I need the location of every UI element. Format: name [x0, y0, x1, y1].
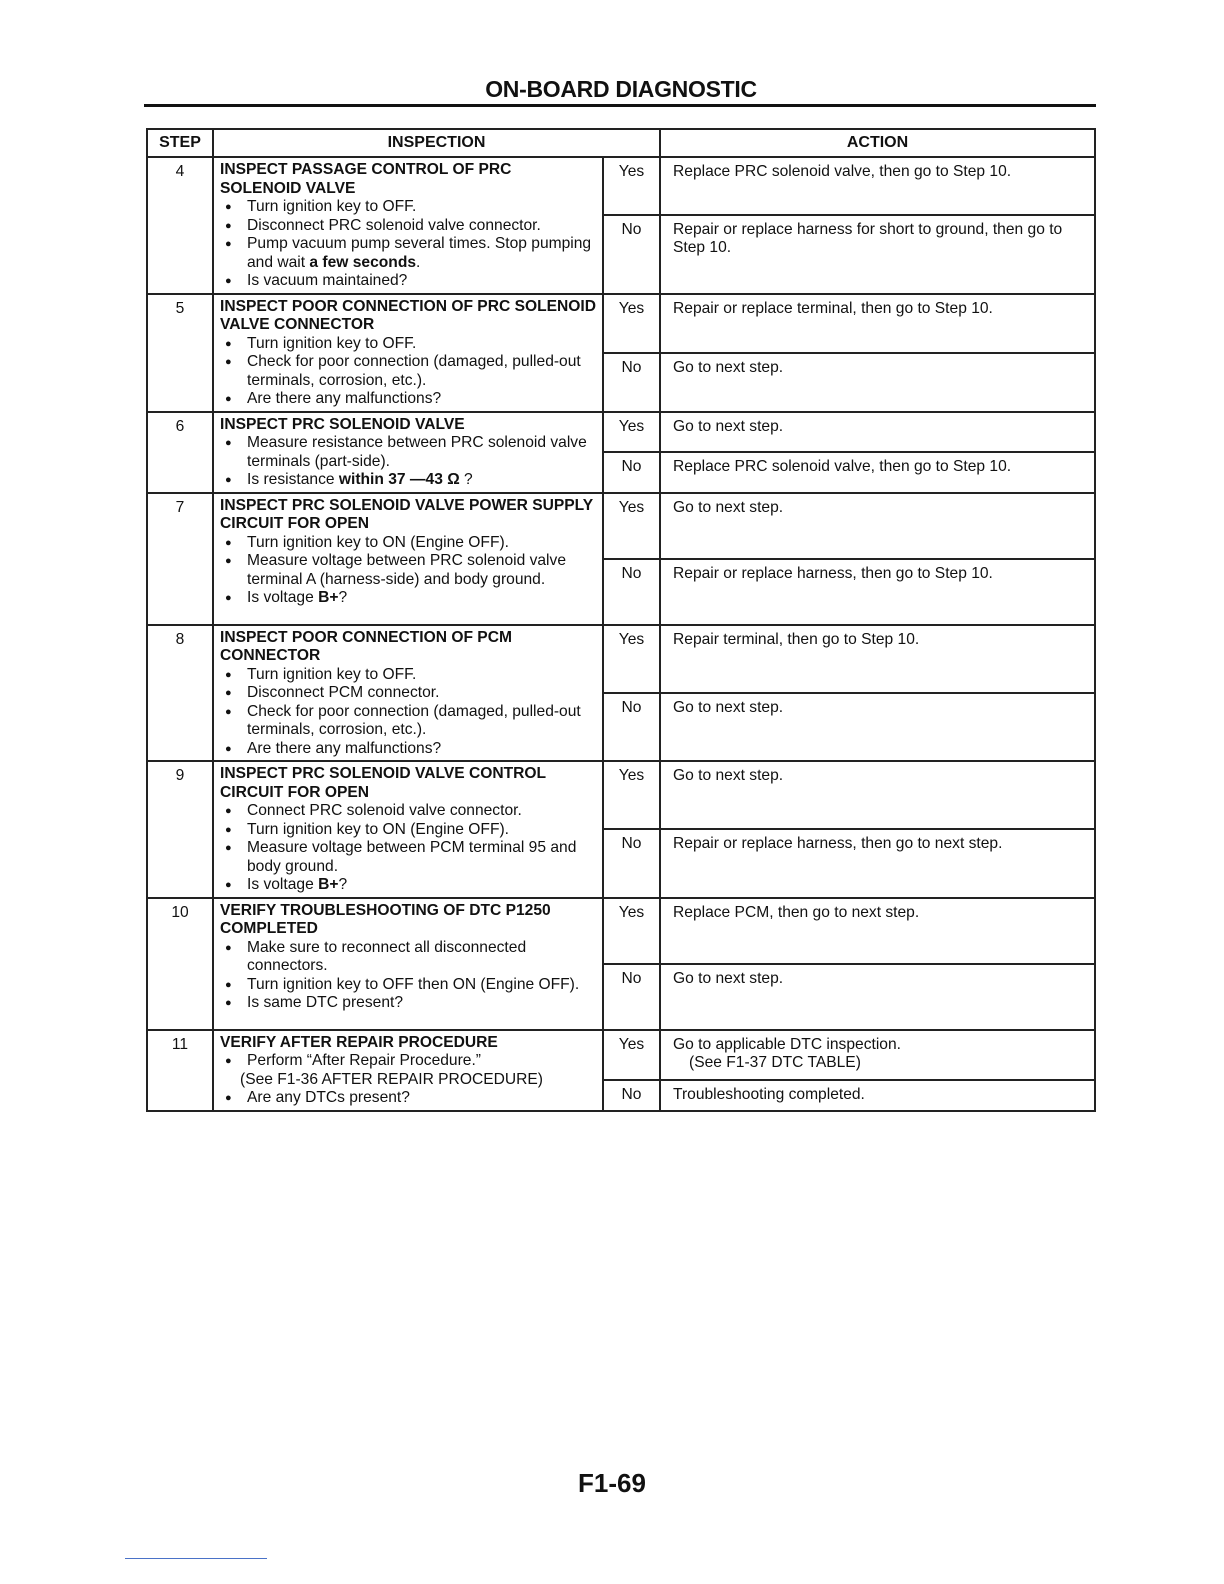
table-row — [147, 898, 1095, 964]
inspection-cell — [213, 294, 603, 412]
table-row — [147, 412, 1095, 453]
title-rule — [144, 104, 1096, 107]
inspection-bullet: ● Measure resistance between PRC solenoid valve terminals (part-side). — [220, 434, 596, 471]
action-yes — [660, 1030, 1095, 1080]
inspection-title: INSPECT POOR CONNECTION OF PCM CONNECTOR — [220, 628, 512, 664]
result-no: No — [603, 693, 660, 761]
inspection-bullet: ● Turn ignition key to OFF. — [220, 198, 596, 217]
inspection-bullet: ● Is same DTC present? — [220, 994, 596, 1013]
inspection-title: INSPECT PRC SOLENOID VALVE POWER SUPPLY CIRCUIT FOR OPEN — [220, 496, 593, 532]
table-row — [147, 294, 1095, 353]
inspection-bullet: ● Check for poor connection (damaged, pulled-out terminals, corrosion, etc.). — [220, 703, 596, 740]
step-number: 6 — [147, 412, 213, 493]
inspection-bullet: ● Is voltage B+? — [220, 589, 596, 608]
inspection-title: INSPECT PRC SOLENOID VALVE — [220, 415, 465, 433]
result-yes: Yes — [603, 294, 660, 353]
inspection-bullet: ● Pump vacuum pump several times. Stop pumping and wait a few seconds. — [220, 235, 596, 272]
table-row — [147, 157, 1095, 215]
inspection-bullet: ● Perform “After Repair Procedure.” — [220, 1052, 596, 1071]
action-yes: Go to next step. — [660, 493, 1095, 559]
table-row — [147, 1030, 1095, 1080]
action-yes: Replace PCM, then go to next step. — [660, 898, 1095, 964]
inspection-bullet: ● Are any DTCs present? — [220, 1089, 596, 1108]
step-number: 11 — [147, 1030, 213, 1111]
result-yes: Yes — [603, 898, 660, 964]
result-no: No — [603, 215, 660, 294]
page-title: ON-BOARD DIAGNOSTIC — [485, 76, 757, 102]
table-row — [147, 493, 1095, 559]
table-header-row — [147, 129, 1095, 157]
column-header-inspection: INSPECTION — [213, 129, 660, 157]
footer-line — [125, 1558, 267, 1559]
table-row — [147, 625, 1095, 693]
inspection-bullet: ● Are there any malfunctions? — [220, 740, 596, 759]
action-yes: Repair terminal, then go to Step 10. — [660, 625, 1095, 693]
action-yes: Replace PRC solenoid valve, then go to Step 10. — [660, 157, 1095, 215]
action-no: Go to next step. — [660, 693, 1095, 761]
result-yes: Yes — [603, 761, 660, 829]
table-row — [147, 761, 1095, 829]
action-no: Replace PRC solenoid valve, then go to Step 10. — [660, 452, 1095, 493]
inspection-cell — [213, 625, 603, 762]
inspection-title: VERIFY AFTER REPAIR PROCEDURE — [220, 1033, 498, 1051]
step-number: 10 — [147, 898, 213, 1030]
action-yes-text: Go to applicable DTC inspection. — [673, 1035, 901, 1053]
result-yes: Yes — [603, 412, 660, 453]
inspection-bullet: ● Measure voltage between PRC solenoid valve terminal A (harness-side) and body ground. — [220, 552, 596, 589]
result-no: No — [603, 964, 660, 1030]
inspection-bullet: ● Are there any malfunctions? — [220, 390, 596, 409]
column-header-step: STEP — [147, 129, 213, 157]
column-header-action: ACTION — [660, 129, 1095, 157]
action-yes: Go to next step. — [660, 412, 1095, 453]
inspection-title: INSPECT PASSAGE CONTROL OF PRC SOLENOID VALVE — [220, 161, 512, 197]
inspection-note: (See F1-36 AFTER REPAIR PROCEDURE) — [240, 1070, 543, 1088]
result-yes: Yes — [603, 493, 660, 559]
inspection-bullet: ● Disconnect PCM connector. — [220, 684, 596, 703]
inspection-bullet: ● Turn ignition key to ON (Engine OFF). — [220, 534, 596, 553]
inspection-bullet: ● Connect PRC solenoid valve connector. — [220, 802, 596, 821]
result-yes: Yes — [603, 1030, 660, 1080]
inspection-bullet: ● Make sure to reconnect all disconnected connectors. — [220, 939, 596, 976]
inspection-title: VERIFY TROUBLESHOOTING OF DTC P1250 COMPLETED — [220, 901, 551, 937]
inspection-bullet: ● Measure voltage between PCM terminal 95 and body ground. — [220, 839, 596, 876]
inspection-bullet: ● Disconnect PRC solenoid valve connector. — [220, 217, 596, 236]
inspection-cell — [213, 898, 603, 1030]
inspection-title: INSPECT PRC SOLENOID VALVE CONTROL CIRCUIT FOR OPEN — [220, 765, 546, 801]
step-number: 4 — [147, 157, 213, 294]
inspection-title: INSPECT POOR CONNECTION OF PRC SOLENOID VALVE CONNECTOR — [220, 297, 597, 333]
diagnostic-table — [146, 128, 1096, 1112]
action-yes: Go to next step. — [660, 761, 1095, 829]
result-no: No — [603, 1080, 660, 1111]
result-no: No — [603, 559, 660, 625]
inspection-bullet: ● Is vacuum maintained? — [220, 272, 596, 291]
action-no: Repair or replace harness, then go to next step. — [660, 829, 1095, 897]
action-no: Go to next step. — [660, 353, 1095, 412]
step-number: 7 — [147, 493, 213, 625]
step-number: 5 — [147, 294, 213, 412]
inspection-bullet: ● Check for poor connection (damaged, pulled-out terminals, corrosion, etc.). — [220, 353, 596, 390]
inspection-bullet: ● Turn ignition key to ON (Engine OFF). — [220, 821, 596, 840]
action-no: Go to next step. — [660, 964, 1095, 1030]
action-yes: Repair or replace terminal, then go to Step 10. — [660, 294, 1095, 353]
inspection-cell — [213, 412, 603, 493]
action-yes-note: (See F1-37 DTC TABLE) — [689, 1054, 861, 1071]
action-no: Repair or replace harness, then go to Step 10. — [660, 559, 1095, 625]
step-number: 8 — [147, 625, 213, 762]
inspection-cell — [213, 1030, 603, 1111]
inspection-bullet: ● Is resistance within 37 —43 Ω ? — [220, 471, 596, 490]
result-yes: Yes — [603, 157, 660, 215]
inspection-cell — [213, 157, 603, 294]
action-no: Repair or replace harness for short to ground, then go to Step 10. — [660, 215, 1095, 294]
inspection-bullet: ● Turn ignition key to OFF. — [220, 666, 596, 685]
inspection-bullet: ● Turn ignition key to OFF then ON (Engine OFF). — [220, 976, 596, 995]
inspection-bullet: ● Is voltage B+? — [220, 876, 596, 895]
inspection-cell — [213, 493, 603, 625]
result-no: No — [603, 452, 660, 493]
result-no: No — [603, 353, 660, 412]
inspection-cell — [213, 761, 603, 898]
inspection-bullet: ● Turn ignition key to OFF. — [220, 335, 596, 354]
action-no: Troubleshooting completed. — [660, 1080, 1095, 1111]
result-yes: Yes — [603, 625, 660, 693]
page-number: F1-69 — [578, 1468, 646, 1498]
result-no: No — [603, 829, 660, 897]
step-number: 9 — [147, 761, 213, 898]
